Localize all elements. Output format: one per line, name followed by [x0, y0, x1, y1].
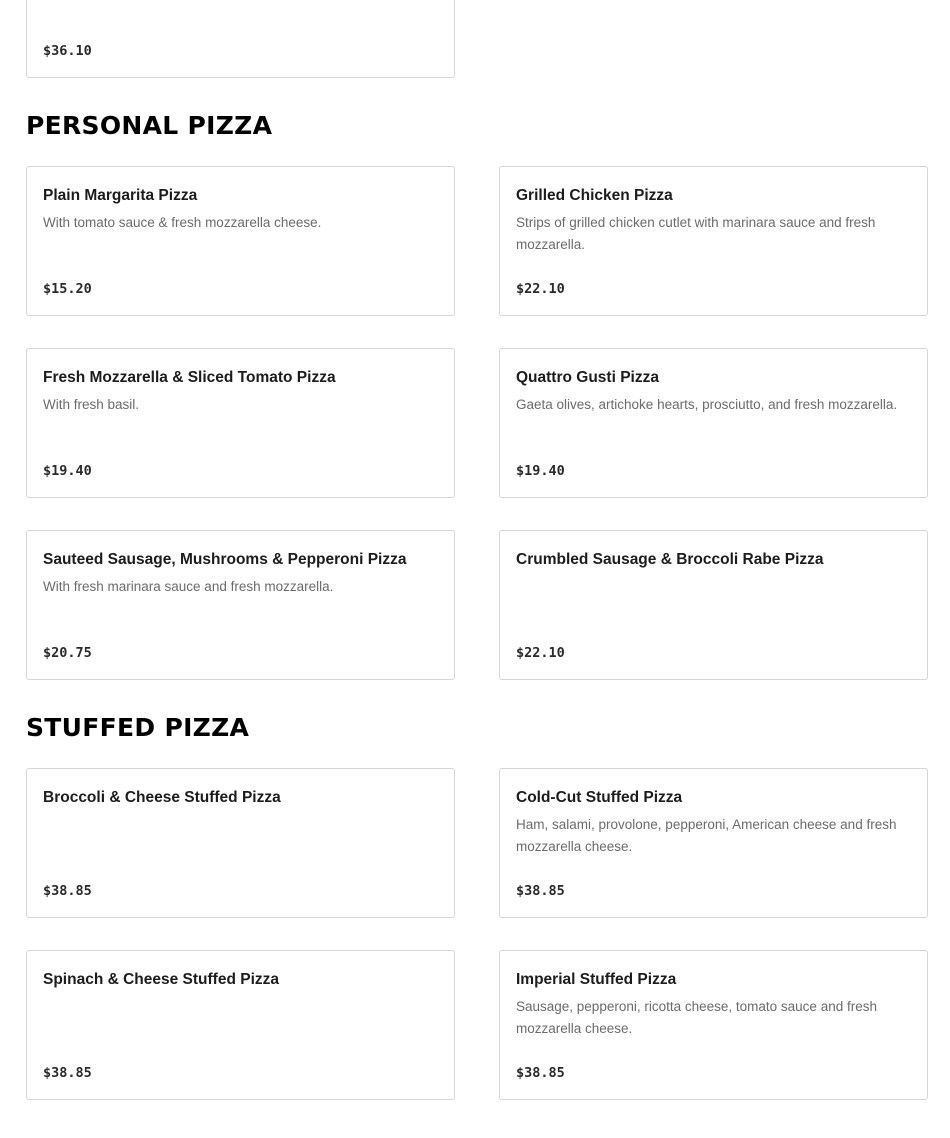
- menu-item-card[interactable]: [499, 530, 928, 680]
- item-price: $22.10: [516, 281, 565, 297]
- menu-item-card[interactable]: [499, 768, 928, 918]
- item-price: $38.85: [516, 1065, 565, 1081]
- item-price: $38.85: [516, 883, 565, 899]
- item-name: Crumbled Sausage & Broccoli Rabe Pizza: [516, 551, 824, 568]
- item-name: Broccoli & Cheese Stuffed Pizza: [43, 789, 281, 806]
- menu-item-card[interactable]: [499, 166, 928, 316]
- menu-item-card[interactable]: [499, 950, 928, 1100]
- item-name: Spinach & Cheese Stuffed Pizza: [43, 971, 279, 988]
- menu-item-card[interactable]: [26, 348, 455, 498]
- item-price: $38.85: [43, 1065, 92, 1081]
- section-title-stuffed-pizza: STUFFED PIZZA: [26, 713, 250, 742]
- item-name: Grilled Chicken Pizza: [516, 187, 673, 204]
- item-description: With fresh basil.: [43, 397, 140, 412]
- menu-item-card[interactable]: [26, 166, 455, 316]
- item-name: Sauteed Sausage, Mushrooms & Pepperoni Pizza: [43, 551, 407, 568]
- item-description: Ham, salami, provolone, pepperoni, American cheese and fresh mozzarella cheese.: [516, 817, 897, 854]
- menu-item-card[interactable]: [26, 0, 455, 78]
- item-description: Sausage, pepperoni, ricotta cheese, tomato sauce and fresh mozzarella cheese.: [516, 999, 877, 1036]
- item-description: Strips of grilled chicken cutlet with marinara sauce and fresh mozzarella.: [516, 215, 876, 252]
- item-name: Plain Margarita Pizza: [43, 187, 198, 204]
- menu-item-card[interactable]: [499, 348, 928, 498]
- item-description: With tomato sauce & fresh mozzarella cheese.: [43, 215, 322, 230]
- menu-item-card[interactable]: [26, 768, 455, 918]
- section-title-personal-pizza: PERSONAL PIZZA: [26, 111, 273, 140]
- item-price: $22.10: [516, 645, 565, 661]
- item-name: Fresh Mozzarella & Sliced Tomato Pizza: [43, 369, 336, 386]
- item-name: Cold-Cut Stuffed Pizza: [516, 789, 683, 806]
- item-name: Quattro Gusti Pizza: [516, 369, 659, 386]
- item-price: $15.20: [43, 281, 92, 297]
- item-description: Gaeta olives, artichoke hearts, prosciutto, and fresh mozzarella.: [516, 397, 898, 412]
- menu-item-card[interactable]: [26, 950, 455, 1100]
- menu-item-card[interactable]: [26, 530, 455, 680]
- item-price: $20.75: [43, 645, 92, 661]
- item-price: $19.40: [43, 463, 92, 479]
- item-name: Imperial Stuffed Pizza: [516, 971, 677, 988]
- item-price: $38.85: [43, 883, 92, 899]
- item-price: $36.10: [43, 43, 92, 59]
- item-description: With fresh marinara sauce and fresh mozzarella.: [43, 579, 334, 594]
- item-price: $19.40: [516, 463, 565, 479]
